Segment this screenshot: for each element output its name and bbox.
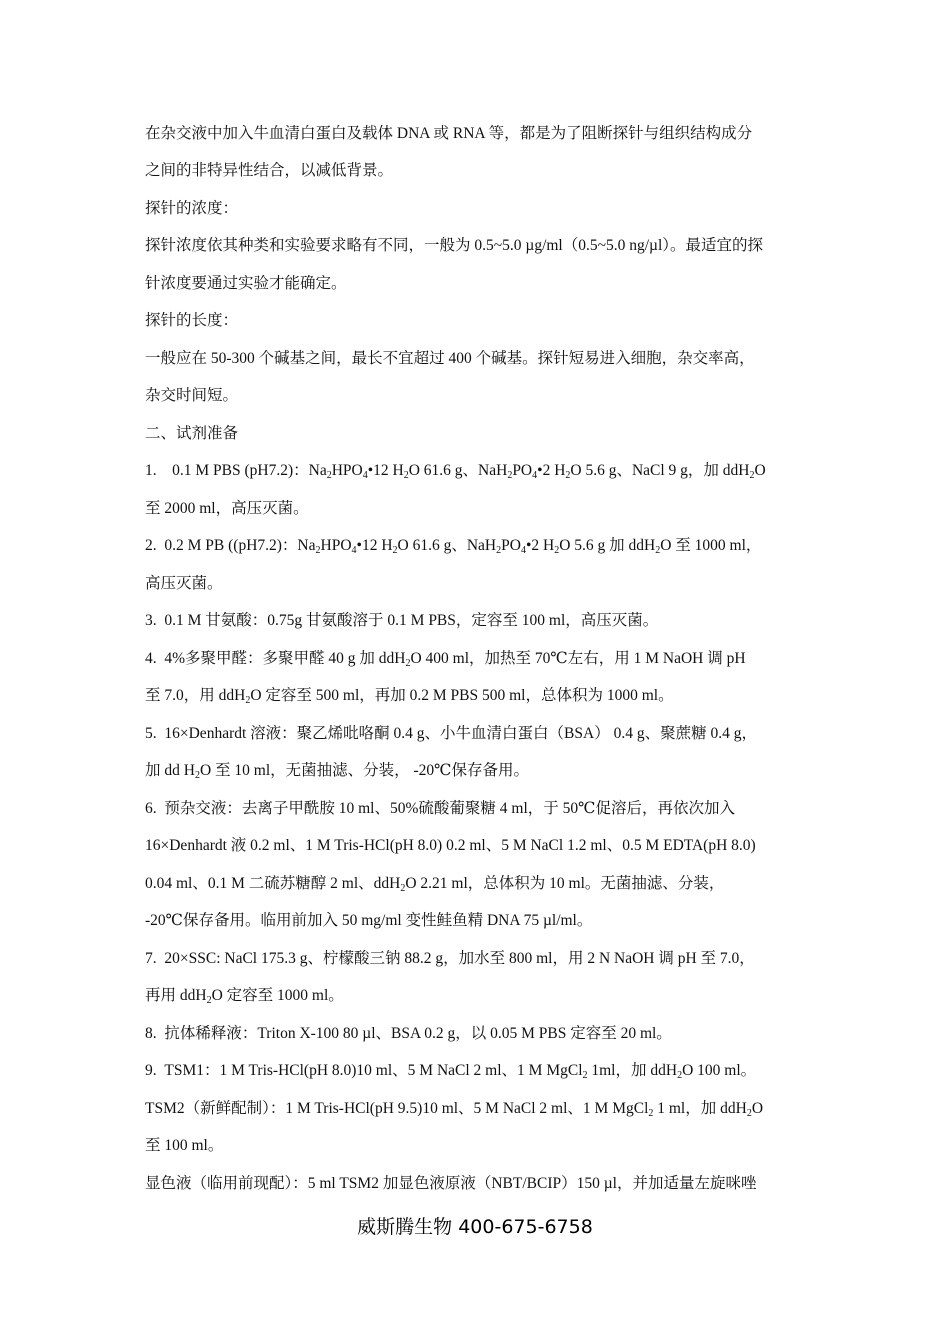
item-number: 4. <box>145 650 157 667</box>
page-footer: 威斯腾生物 400-675-6758 <box>357 1216 593 1238</box>
item-number: 2. <box>145 537 157 554</box>
list-item-7: 7. 20×SSC: NaCl 175.3 g、柠檬酸三钠 88.2 g，加水至 800 ml，用 2 N NaOH 调 pH 至 7.0， <box>145 950 755 967</box>
paragraph-line: 针浓度要通过实验才能确定。 <box>145 275 347 292</box>
list-item-2: 2. 0.2 M PB ((pH7.2)：$Na_2HPO_4•12$ $H_2O$ 61.6 g、$NaH_2PO_4•2$ $H_2O$ 5.6 g 加 ddH$_2$O 至 1000 ml， <box>145 537 762 556</box>
list-item-5: 5. 16×Denhardt 溶液：聚乙烯吡咯酮 0.4 g、小牛血清白蛋白（BSA） 0.4 g、聚蔗糖 0.4 g， <box>145 725 757 742</box>
list-item-continuation: TSM2（新鲜配制）：1 M Tris-HCl(pH 9.5)10 ml、5 M NaCl 2 ml、1 M MgCl$_2$ 1 ml，加 ddH$_2$O <box>145 1100 764 1119</box>
list-item-4: 4. 4%多聚甲醛：多聚甲醛 40 g 加 ddH$_2$O 400 ml，加热至 70℃左右，用 1 M NaOH 调 pH <box>145 650 746 669</box>
list-item-continuation: -20℃保存备用。临用前加入 50 mg/ml 变性鲑鱼精 DNA 75 µl/ml。 <box>145 912 593 929</box>
item-number: 5. <box>145 725 157 742</box>
list-item-1: 1. 0.1 M PBS (pH7.2)：$Na_2HPO_4•12$ $H_2O$ 61.6 g、$NaH_2PO_4•2$ $H_2O$ 5.6 g、NaCl 9 g，加 ddH$_2$O <box>145 462 766 481</box>
list-item-9: 9. TSM1：1 M Tris-HCl(pH 8.0)10 ml、5 M NaCl 2 ml、1 M MgCl$_2$ 1ml，加 ddH$_2$O 100 ml。 <box>145 1062 757 1081</box>
paragraph-line: 显色液（临用前现配）：5 ml TSM2 加显色液原液（NBT/BCIP）150 µl，并加适量左旋咪唑 <box>145 1175 757 1192</box>
paragraph-line: 杂交时间短。 <box>145 387 239 404</box>
list-item-8: 8. 抗体稀释液：Triton X-100 80 µl、BSA 0.2 g，以 0.05 M PBS 定容至 20 ml。 <box>145 1025 672 1042</box>
item-number: 1. <box>145 462 157 479</box>
list-item-continuation: 高压灭菌。 <box>145 575 223 592</box>
list-item-continuation: 16×Denhardt 液 0.2 ml、1 M Tris-HCl(pH 8.0) 0.2 ml、5 M NaCl 1.2 ml、0.5 M EDTA(pH 8.0) <box>145 837 756 854</box>
paragraph-line: 之间的非特异性结合，以减低背景。 <box>145 162 394 179</box>
list-item-continuation: 加 dd $H_2O$ 至 10 ml，无菌抽滤、分装， -20℃保存备用。 <box>145 762 530 781</box>
list-item-continuation: 至 7.0，用 ddH$_2$O 定容至 500 ml，再加 0.2 M PBS 500 ml，总体积为 1000 ml。 <box>145 687 674 706</box>
list-item-6: 6. 预杂交液：去离子甲酰胺 10 ml、50%硫酸葡聚糖 4 ml，于 50℃促溶后，再依次加入 <box>145 800 735 817</box>
paragraph-line: 一般应在 50-300 个碱基之间，最长不宜超过 400 个碱基。探针短易进入细胞，杂交率高， <box>145 350 755 367</box>
paragraph-line: 在杂交液中加入牛血清白蛋白及载体 DNA 或 RNA 等，都是为了阻断探针与组织结构成分 <box>145 125 753 142</box>
list-item-continuation: 再用 ddH$_2$O 定容至 1000 ml。 <box>145 987 344 1006</box>
paragraph-line: 探针浓度依其种类和实验要求略有不同，一般为 0.5~5.0 µg/ml（0.5~5.0 ng/µl）。最适宜的探 <box>145 237 764 254</box>
item-number: 9. <box>145 1062 157 1079</box>
item-number: 8. <box>145 1025 157 1042</box>
item-number: 3. <box>145 612 157 629</box>
list-item-continuation: 0.04 ml、0.1 M 二硫苏糖醇 2 ml、ddH$_2$O 2.21 ml，总体积为 10 ml。无菌抽滤、分装， <box>145 875 725 894</box>
item-number: 7. <box>145 950 157 967</box>
list-item-continuation: 至 2000 ml，高压灭菌。 <box>145 500 309 517</box>
list-item-3: 3. 0.1 M 甘氨酸：0.75g 甘氨酸溶于 0.1 M PBS，定容至 100 ml，高压灭菌。 <box>145 612 659 629</box>
subheading-length: 探针的长度： <box>145 312 239 329</box>
list-item-continuation: 至 100 ml。 <box>145 1137 224 1154</box>
item-number: 6. <box>145 800 157 817</box>
section-heading: 二、试剂准备 <box>145 425 239 442</box>
subheading-concentration: 探针的浓度： <box>145 200 239 217</box>
